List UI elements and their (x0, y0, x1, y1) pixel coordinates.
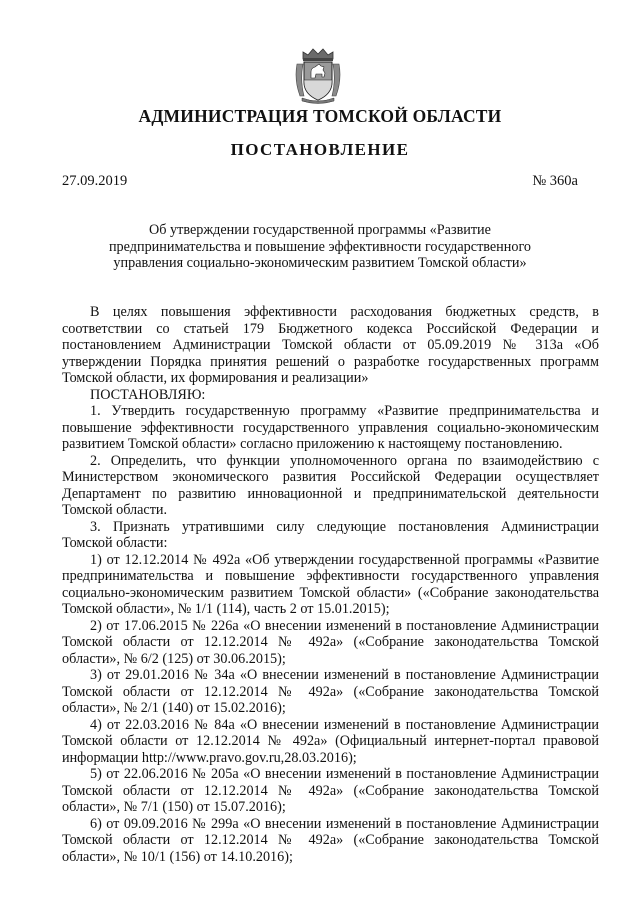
repealed-item-3: 3) от 29.01.2016 № 34а «О внесении изменений в постановление Администрации Томской области от 12.12.2014 № 492а» («Собрание законодательства Томской области», № 2/1 (140) от 15.02.2016); (62, 667, 599, 716)
document-subject (100, 222, 540, 272)
repealed-item-2: 2) от 17.06.2015 № 226а «О внесении изменений в постановление Администрации Томской области от 12.12.2014 № 492а» («Собрание законодательства Томской области», № 6/2 (125) от 30.06.2015); (62, 617, 599, 667)
clause-3: 3. Признать утратившими силу следующие постановления Администрации Томской области: (62, 518, 599, 551)
preamble-paragraph: В целях повышения эффективности расходования бюджетных средств, в соответствии со статьей 179 Бюджетного кодекса Российской Федерации и постановлением Администрации Томской области от 05.09.2019 № 313а «Об утверждении Порядка принятия решений о разработке государственных программ Томской области, их формирования и реализации» (62, 304, 599, 386)
document-type: ПОСТАНОВЛЕНИЕ (230, 140, 410, 159)
organization-title: АДМИНИСТРАЦИЯ ТОМСКОЙ ОБЛАСТИ (138, 106, 502, 126)
clause-2: 2. Определить, что функции уполномоченного органа по взаимодействию с Министерством экономического развития Российской Федерации осуществляет Департамент по развитию инновационной и предпринимательской деятельности Томской области. (62, 452, 599, 518)
repealed-item-5: 5) от 22.06.2016 № 205а «О внесении изменений в постановление Администрации Томской области от 12.12.2014 № 492а» («Собрание законодательства Томской области», № 7/1 (150) от 15.07.2016); (62, 766, 599, 815)
document-body (62, 304, 599, 865)
subject-line: Об утверждении государственной программы «Развитие (149, 222, 491, 238)
subject-line: предпринимательства и повышение эффективности государственного (108, 238, 532, 255)
repealed-item-4: 4) от 22.03.2016 № 84а «О внесении изменений в постановление Администрации Томской области от 12.12.2014 № 492а» (Официальный интернет-портал правовой информации http://www.pravo.gov.ru,28.03.2016); (62, 716, 599, 766)
document-date: 27.09.2019 (62, 173, 128, 189)
repealed-item-6: 6) от 09.09.2016 № 299а «О внесении изменений в постановление Администрации Томской области от 12.12.2014 № 492а» («Собрание законодательства Томской области», № 10/1 (156) от 14.10.2016); (62, 815, 599, 865)
clause-1: 1. Утвердить государственную программу «Развитие предпринимательства и повышение эффективности государственного управления социально-экономическим развитием Томской области» согласно приложению к настоящему постановлению. (62, 403, 599, 452)
tomsk-oblast-coat-of-arms-icon (294, 46, 342, 104)
subject-line: управления социально-экономическим развитием Томской области» (113, 255, 527, 271)
resolution-keyword: ПОСТАНОВЛЯЮ: (90, 386, 206, 403)
repealed-item-1: 1) от 12.12.2014 № 492а «Об утверждении государственной программы «Развитие предпринимательства и повышение эффективности государственного управления социально-экономическим развитием Томской области» («Собрание законодательства Томской области», № 1/1 (114), часть 2 от 15.01.2015); (62, 551, 599, 617)
document-number: № 360а (532, 173, 578, 189)
